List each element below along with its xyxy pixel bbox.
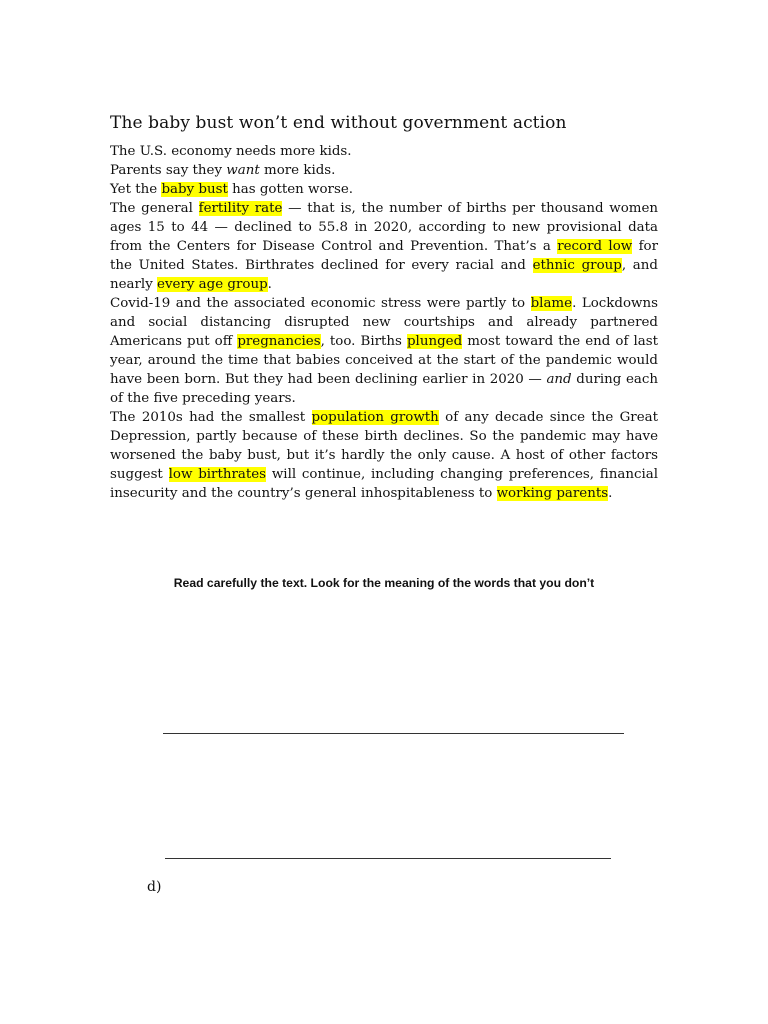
- exercise-instruction: Read carefully the text. Look for the meaning of the words that you don’t: [173, 576, 595, 590]
- highlighted-term: fertility rate: [198, 201, 283, 216]
- highlighted-term: low birthrates: [168, 467, 267, 482]
- highlighted-term: working parents: [496, 486, 609, 501]
- answer-line: [163, 733, 624, 734]
- paragraph-3: Yet the baby bust has gotten worse.: [110, 182, 354, 197]
- paragraph-4: The general fertility rate — that is, the number of births per thousand women ages 15 to 44 — declined to 55.8 in 2020, according to new provisional data from the Centers for Disease Control and Prevention. That’s a record low for the United States. Birthrates declined for every racial and ethnic group, and nearly every age group.: [110, 201, 658, 292]
- paragraph-1: The U.S. economy needs more kids.: [110, 144, 352, 159]
- highlighted-term: every age group: [157, 277, 268, 292]
- highlighted-term: baby bust: [161, 182, 228, 197]
- highlighted-term: pregnancies: [237, 334, 321, 349]
- highlighted-term: ethnic group: [532, 258, 622, 273]
- paragraph-6: The 2010s had the smallest population growth of any decade since the Great Depression, partly because of these birth declines. So the pandemic may have worsened the baby bust, but it’s hardly the only cause. A host of other factors suggest low birthrates will continue, including changing preferences, financial insecurity and the country’s general inhospitableness to working parents.: [110, 410, 658, 501]
- paragraph-2: Parents say they want more kids.: [110, 163, 336, 178]
- article-body: [110, 142, 658, 503]
- emphasis: want: [226, 163, 260, 178]
- highlighted-term: plunged: [406, 334, 463, 349]
- highlighted-term: population growth: [311, 410, 439, 425]
- item-label: d): [147, 879, 162, 895]
- highlighted-term: record low: [557, 239, 633, 254]
- paragraph-5: Covid-19 and the associated economic stress were partly to blame. Lockdowns and social distancing disrupted new courtships and already partnered Americans put off pregnancies, too. Births plunged most toward the end of last year, around the time that babies conceived at the start of the pandemic would have been born. But they had been declining earlier in 2020 — and during each of the five preceding years.: [110, 296, 659, 406]
- page-title: The baby bust won’t end without government action: [110, 113, 567, 134]
- highlighted-term: blame: [530, 296, 573, 311]
- answer-line: [165, 858, 611, 859]
- emphasis: and: [546, 372, 572, 387]
